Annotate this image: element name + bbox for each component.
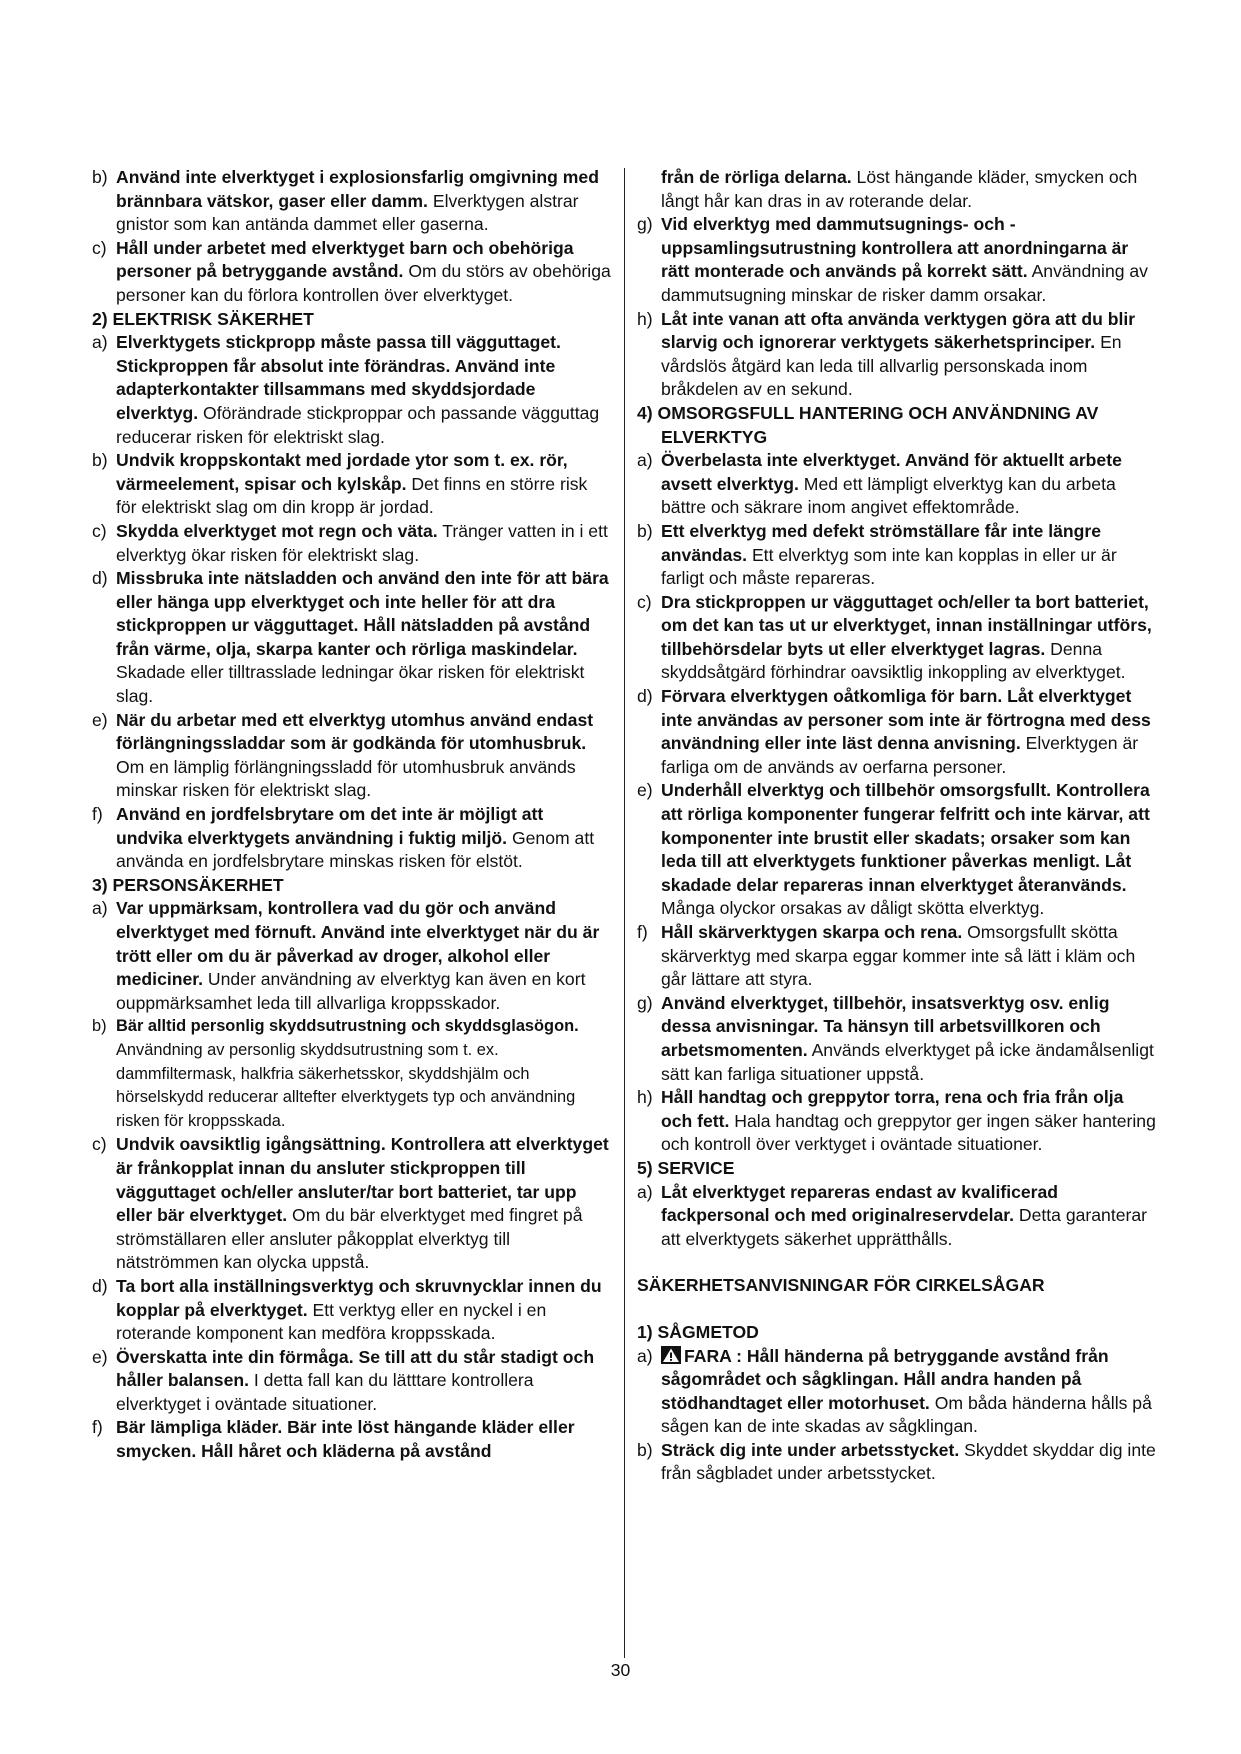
list-item-personal-a [92,897,612,1015]
list-marker: d) [92,568,108,589]
section-heading-electrical: 2) ELEKTRISK SÄKERHET [92,308,314,329]
list-item-handling-d [637,685,1159,779]
left-column [92,166,612,1464]
item-bold-text: Elverktygets stickpropp måste passa till vägguttaget. Stickproppen får absolut inte förändras. Använd inte adapterkontakter tillsammans med skyddsjordade elverktyg. [116,332,561,423]
item-text: Användning av dammutsugning minskar de risker damm orsakar. [661,261,1148,305]
item-bold-text: Var uppmärksam, kontrollera vad du gör och använd elverktyget med förnuft. Använd inte elverktyget när du är trött eller om du är påverkad av droger, alkohol eller mediciner. [116,898,600,990]
list-item-electrical-e [92,709,612,803]
list-marker: b) [92,450,108,471]
item-text: Hala handtag och greppytor ger ingen säker hantering och kontroll över verktyget i oväntade situationer. [661,1110,1156,1155]
list-marker: c) [637,591,652,612]
page-number: 30 [610,1660,631,1680]
list-marker: e) [92,1346,108,1367]
item-bold-text: Ta bort alla inställningsverktyg och skruvnycklar innen du kopplar på elverktyget. [116,1275,602,1320]
item-text: Om en lämplig förlängningssladd för utomhusbruk används minskar risken för elektriskt slag. [116,756,576,801]
list-item-handling-a [637,449,1159,520]
item-text: Skadade eller tilltrasslade ledningar ökar risken för elektriskt slag. [116,662,585,707]
list-item-personal-c [92,1133,612,1275]
list-marker: g) [637,214,653,235]
list-item-personal-b [92,1015,612,1133]
list-marker: h) [637,308,653,329]
item-bold-text: Dra stickproppen ur vägguttaget och/eller ta bort batteriet, om det kan tas ut ur elverktyget, innan inställningar utförs, tillbehörsdelar byts ut eller elverktyget lagras. [661,591,1152,659]
item-bold-text: Använd en jordfelsbrytare om det inte är möjligt att undvika elverktygets användning i fuktig miljö. [116,804,544,848]
list-marker: e) [637,780,653,801]
list-item-electrical-b [92,449,612,520]
list-marker: h) [637,1087,653,1108]
list-item-electrical-d [92,567,612,709]
item-bold-text: Använd inte elverktyget i explosionsfarlig omgivning med brännbara vätskor, gaser eller damm. [116,167,599,211]
list-item-saw-b [637,1439,1159,1486]
list-marker: c) [92,237,107,258]
list-marker: f) [637,922,648,942]
item-text: Elverktygen är farliga om de används av oerfarna personer. [661,733,1139,777]
item-bold-text: Undvik oavsiktlig igångsättning. Kontrollera att elverktyget är frånkopplat innan du ansluter stickproppen till vägguttaget och/eller ansluter/tar bort batteriet, tar upp eller bär elverktyget. [116,1134,609,1226]
item-text: Denna skyddsåtgärd förhindrar oavsiktlig inkoppling av elverktyget. [661,638,1126,683]
list-marker: b) [637,520,653,541]
list-item-personal-d [92,1275,612,1346]
list-marker: d) [92,1275,108,1296]
item-text: Skyddet skyddar dig inte från sågbladet under arbetsstycket. [661,1439,1156,1484]
item-bold-text: Bär lämpliga kläder. Bär inte löst hängande kläder eller smycken. Håll håret och kläderna på avstånd [116,1417,575,1462]
item-bold-text: Förvara elverktygen oåtkomliga för barn. Låt elverktyget inte användas av personer som inte är förtrogna med dess användning eller inte läst denna anvisning. [661,686,1151,754]
section-heading-handling: 4) OMSORGSFULL HANTERING OCH ANVÄNDNING AV ELVERKTYG [637,402,1099,447]
list-marker: f) [92,1417,103,1438]
item-bold-text: från de rörliga delarna. [661,167,852,187]
section-heading-service: 5) SERVICE [637,1157,735,1178]
item-bold-text: Låt elverktyget repareras endast av kvalificerad fackpersonal och med originalreservdelar. [661,1181,1059,1226]
column-divider [624,168,625,1658]
list-item-handling-f [637,921,1159,992]
item-text: Ett verktyg eller en nyckel i en roterande komponent kan medföra kroppsskada. [116,1299,547,1344]
list-item-general-b [92,166,612,237]
spacer [637,1251,1159,1274]
list-marker: a) [637,450,653,471]
list-marker: c) [92,1134,107,1155]
item-bold-text: Sträck dig inte under arbetsstycket. [661,1439,960,1460]
item-bold-text: Håll skärverktygen skarpa och rena. [661,922,963,942]
item-bold-text: Ett elverktyg med defekt strömställare får inte längre användas. [661,520,1101,565]
item-bold-text: FARA : Håll händerna på betryggande avstånd från sågområdet och sågklingan. Håll andra handen på stödhandtaget eller motorhuset. [661,1345,1109,1413]
item-bold-text: Vid elverktyg med dammutsugnings- och -uppsamlingsutrustning kontrollera att anordningarna är rätt monterade och används på korrekt sätt. [661,214,1129,282]
list-item-personal-h [637,308,1159,402]
item-bold-text: När du arbetar med ett elverktyg utomhus använd endast förlängningssladdar som är godkända för utomhusbruk. [116,709,594,754]
item-text: En vårdslös åtgärd kan leda till allvarlig personskada inom bråkdelen av en sekund. [661,332,1122,400]
item-text: Omsorgsfullt skötta skärverktyg med skarpa eggar kommer inte så lätt i kläm och går lättare att styra. [661,922,1136,990]
item-bold-text: Överbelasta inte elverktyget. Använd för aktuellt arbete avsett elverktyg. [661,450,1122,494]
list-item-handling-b [637,520,1159,591]
list-marker: a) [92,898,108,919]
item-bold-text: Håll handtag och greppytor torra, rena och fria från olja och fett. [661,1087,1124,1131]
list-item-handling-h [637,1086,1159,1157]
item-bold-text: Håll under arbetet med elverktyget barn och obehöriga personer på betryggande avstånd. [116,237,574,282]
list-item-handling-c [637,591,1159,685]
list-marker: e) [92,709,108,730]
item-text: Om du bär elverktyget med fingret på strömställaren eller ansluter påkopplat elverktyg till nätströmmen kan olycka uppstå. [116,1205,583,1273]
item-text: Detta garanterar att elverktygets säkerhet upprätthålls. [661,1205,1148,1249]
list-marker: f) [92,804,103,825]
warning-triangle-icon [661,1346,681,1364]
list-item-service-a [637,1181,1159,1252]
item-text: Under användning av elverktyg kan även en kort ouppmärksamhet leda till allvarliga kroppsskador. [116,969,586,1013]
list-marker: a) [637,1345,653,1366]
item-text: Det finns en större risk för elektriskt slag om din kropp är jordad. [116,473,588,518]
spacer [637,1298,1159,1321]
item-bold-text: Använd elverktyget, tillbehör, insatsverktyg osv. enlig dessa anvisningar. Ta hänsyn till arbetsvillkoren och arbetsmomenten. [661,992,1110,1060]
section-heading-circular-saw: SÄKERHETSANVISNINGAR FÖR CIRKELSÅGAR [637,1275,1045,1296]
item-bold-text: Underhåll elverktyg och tillbehör omsorgsfullt. Kontrollera att rörliga komponenter fungerar felfritt och inte kärvar, att komponenter inte brustit eller skadats; orsaker som kan leda till att elverktygets funktioner påverkas menligt. Låt skadade delar repareras innan elverktyget återanvänds. [661,780,1150,895]
list-item-electrical-c [92,520,612,567]
list-item-personal-f-continued [637,166,1159,213]
subsection-heading-saw-method: 1) SÅGMETOD [637,1321,759,1342]
list-item-personal-e [92,1346,612,1417]
list-item-personal-f [92,1416,612,1463]
item-text: Många olyckor orsakas av dåligt skötta elverktyg. [661,898,1045,919]
list-item-handling-e [637,779,1159,921]
list-item-handling-g [637,992,1159,1086]
item-text: Användning av personlig skyddsutrustning som t. ex. dammfiltermask, halkfria säkerhetsskor, skyddshjälm och hörselskydd reducerar alltefter elverktygets typ och användning risken för kroppsskada. [116,1040,576,1130]
item-text: Tränger vatten in i ett elverktyg ökar risken för elektriskt slag. [116,520,608,565]
list-marker: c) [92,520,107,541]
list-marker: a) [92,332,108,353]
item-text: Om båda händerna hålls på sågen kan de inte skadas av sågklingan. [661,1392,1152,1437]
item-text: Om du störs av obehöriga personer kan du förlora kontrollen över elverktyget. [116,261,611,305]
item-bold-text: Bär alltid personlig skyddsutrustning och skyddsglasögon. [116,1017,579,1036]
list-marker: b) [92,167,108,187]
item-text: Med ett lämpligt elverktyg kan du arbeta bättre och säkrare inom angivet effektområde. [661,473,1116,518]
item-bold-text: Skydda elverktyget mot regn och väta. [116,520,438,541]
item-bold-text: Undvik kroppskontakt med jordade ytor som t. ex. rör, värmeelement, spisar och kylskåp. [116,450,568,494]
item-bold-text: Missbruka inte nätsladden och använd den inte för att bära eller hänga upp elverktyget och inte heller för att dra stickproppen ur vägguttaget. Håll nätsladden på avstånd från värme, olja, skarpa kanter och rörliga maskindelar. [116,568,609,659]
list-item-electrical-a [92,331,612,449]
item-bold-text: Överskatta inte din förmåga. Se till att du står stadigt och håller balansen. [116,1346,595,1391]
item-text: Ett elverktyg som inte kan kopplas in eller ur är farligt och måste repareras. [661,544,1117,589]
list-item-electrical-f [92,803,612,874]
item-text: Genom att använda en jordfelsbrytare minskas risken för elstöt. [116,827,595,872]
right-column [637,166,1159,1486]
list-item-saw-a [637,1345,1159,1439]
item-text: Elverktygen alstrar gnistor som kan antända dammet eller gaserna. [116,190,579,235]
list-item-general-c [92,237,612,308]
section-heading-personal: 3) PERSONSÄKERHET [92,874,284,895]
item-text: Används elverktyget på icke ändamålsenligt sätt kan farliga situationer uppstå. [661,1039,1154,1084]
list-marker: g) [637,992,653,1013]
list-marker: a) [637,1181,653,1202]
item-text: Löst hängande kläder, smycken och långt hår kan dras in av roterande delar. [661,167,1138,211]
item-bold-text: Låt inte vanan att ofta använda verktygen göra att du blir slarvig och ignorerar verktygets säkerhetsprinciper. [661,308,1136,353]
item-text: I detta fall kan du lätttare kontrollera elverktyget i oväntade situationer. [116,1370,534,1414]
list-item-personal-g [637,213,1159,307]
list-marker: b) [637,1439,653,1460]
item-text: Oförändrade stickproppar och passande vägguttag reducerar risken för elektriskt slag. [116,402,600,447]
list-marker: b) [92,1017,107,1036]
list-marker: d) [637,686,653,707]
